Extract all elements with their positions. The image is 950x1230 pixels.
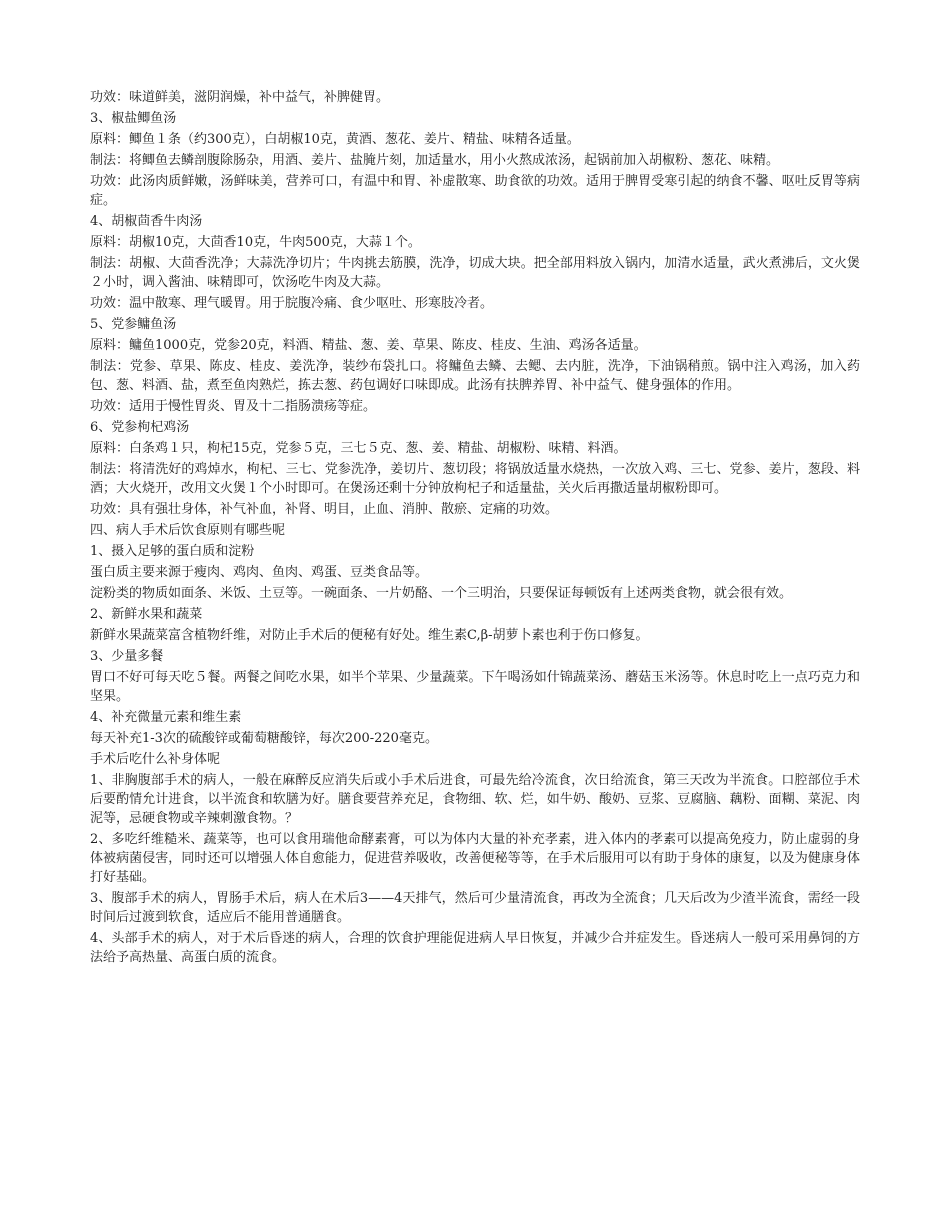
paragraph: 制法：党参、草果、陈皮、桂皮、姜洗净，装纱布袋扎口。将鳙鱼去鳞、去鳃、去内脏，洗净，下油锅稍煎。锅中注入鸡汤，加入药包、葱、料酒、盐，煮至鱼肉熟烂，拣去葱、药包调好口味即成。此汤有扶脾养胃、补中益气、健身强体的作用。 xyxy=(90,359,860,393)
paragraph: 4、头部手术的病人，对于术后昏迷的病人，合理的饮食护理能促进病人早日恢复，并减少合并症发生。昏迷病人一般可采用鼻饲的方法给予高热量、高蛋白质的流食。 xyxy=(90,931,860,965)
paragraph: 2、多吃纤维糙米、蔬菜等，也可以食用瑞他命酵素膏，可以为体内大量的补充孝素，进入体内的孝素可以提高免疫力，防止虚弱的身体被病菌侵害，同时还可以增强人体自愈能力，促进营养吸收，改善便秘等等，在手术后服用可以有助于身体的康复，以及为健康身体打好基础。 xyxy=(90,832,860,885)
section-heading: 3、椒盐鲫鱼汤 xyxy=(90,111,177,126)
paragraph: 制法：将鲫鱼去鳞剖腹除肠杂，用酒、姜片、盐腌片刻，加适量水，用小火熬成浓汤，起锅前加入胡椒粉、葱花、味精。 xyxy=(90,153,780,168)
paragraph: 功效：具有强壮身体，补气补血，补肾、明目，止血、消肿、散瘀、定痛的功效。 xyxy=(90,502,559,517)
section-heading: 6、党参枸杞鸡汤 xyxy=(90,420,190,435)
section-heading: 4、胡椒茴香牛肉汤 xyxy=(90,214,203,229)
paragraph: 功效：适用于慢性胃炎、胃及十二指肠溃疡等症。 xyxy=(90,399,377,414)
section-heading: 1、摄入足够的蛋白质和淀粉 xyxy=(90,544,255,559)
paragraph: 原料：鳙鱼1000克，党参20克，料酒、精盐、葱、姜、草果、陈皮、桂皮、生油、鸡汤各适量。 xyxy=(90,338,647,353)
paragraph: 每天补充1-3次的硫酸锌或葡萄糖酸锌，每次200-220毫克。 xyxy=(90,731,438,746)
section-heading: 4、补充微量元素和维生素 xyxy=(90,710,242,725)
section-heading: 手术后吃什么补身体呢 xyxy=(90,752,221,767)
paragraph: 制法：胡椒、大茴香洗净；大蒜洗净切片；牛肉挑去筋膜，洗净，切成大块。把全部用料放入锅内，加清水适量，武火煮沸后，文火煲２小时，调入酱油、味精即可，饮汤吃牛肉及大蒜。 xyxy=(90,256,860,290)
paragraph: 功效：此汤肉质鲜嫩，汤鲜味美，营养可口，有温中和胃、补虚散寒、助食欲的功效。适用于脾胃受寒引起的纳食不馨、呕吐反胃等病症。 xyxy=(90,174,860,208)
paragraph: 胃口不好可每天吃５餐。两餐之间吃水果，如半个苹果、少量蔬菜。下午喝汤如什锦蔬菜汤、蘑菇玉米汤等。休息时吃上一点巧克力和坚果。 xyxy=(90,670,860,704)
section-heading: 2、新鲜水果和蔬菜 xyxy=(90,607,203,622)
section-heading: 四、病人手术后饮食原则有哪些呢 xyxy=(90,523,286,538)
paragraph: 功效：味道鲜美，滋阴润燥，补中益气，补脾健胃。 xyxy=(90,90,390,105)
paragraph: 原料：鲫鱼１条（约300克），白胡椒10克，黄酒、葱花、姜片、精盐、味精各适量。 xyxy=(90,132,580,147)
section-heading: 3、少量多餐 xyxy=(90,649,164,664)
paragraph: 功效：温中散寒、理气暖胃。用于脘腹冷痛、食少呕吐、形寒肢冷者。 xyxy=(90,296,494,311)
paragraph: 原料：胡椒10克，大茴香10克，牛肉500克，大蒜１个。 xyxy=(90,235,421,250)
paragraph: 淀粉类的物质如面条、米饭、土豆等。一碗面条、一片奶酪、一个三明治，只要保证每顿饭有上述两类食物，就会很有效。 xyxy=(90,586,793,601)
document-body xyxy=(90,88,860,969)
paragraph: 1、非胸腹部手术的病人，一般在麻醉反应消失后或小手术后进食，可最先给冷流食，次日给流食，第三天改为半流食。口腔部位手术后要酌情允计进食，以半流食和软膳为好。膳食要营养充足，食物细、软、烂，如牛奶、酸奶、豆浆、豆腐脑、藕粉、面糊、菜泥、肉泥等，忌硬食物或辛辣刺激食物。？ xyxy=(90,773,860,826)
section-heading: 5、党参鳙鱼汤 xyxy=(90,317,177,332)
paragraph: 新鲜水果蔬菜富含植物纤维，对防止手术后的便秘有好处。维生素C,β-胡萝卜素也利于伤口修复。 xyxy=(90,628,649,643)
paragraph: 蛋白质主要来源于瘦肉、鸡肉、鱼肉、鸡蛋、豆类食品等。 xyxy=(90,565,429,580)
paragraph: 制法：将清洗好的鸡焯水，枸杞、三七、党参洗净，姜切片、葱切段；将锅放适量水烧热，一次放入鸡、三七、党参、姜片，葱段、料酒；大火烧开，改用文火煲１个小时即可。在煲汤还剩十分钟放枸杞子和适量盐，关火后再撒适量胡椒粉即可。 xyxy=(90,462,860,496)
paragraph: 原料：白条鸡１只，枸杞15克，党参５克，三七５克、葱、姜、精盐、胡椒粉、味精、料酒。 xyxy=(90,441,627,456)
paragraph: 3、腹部手术的病人，胃肠手术后，病人在术后3——4天排气，然后可少量清流食，再改为全流食；几天后改为少渣半流食，需经一段时间后过渡到软食，适应后不能用普通膳食。 xyxy=(90,891,860,925)
